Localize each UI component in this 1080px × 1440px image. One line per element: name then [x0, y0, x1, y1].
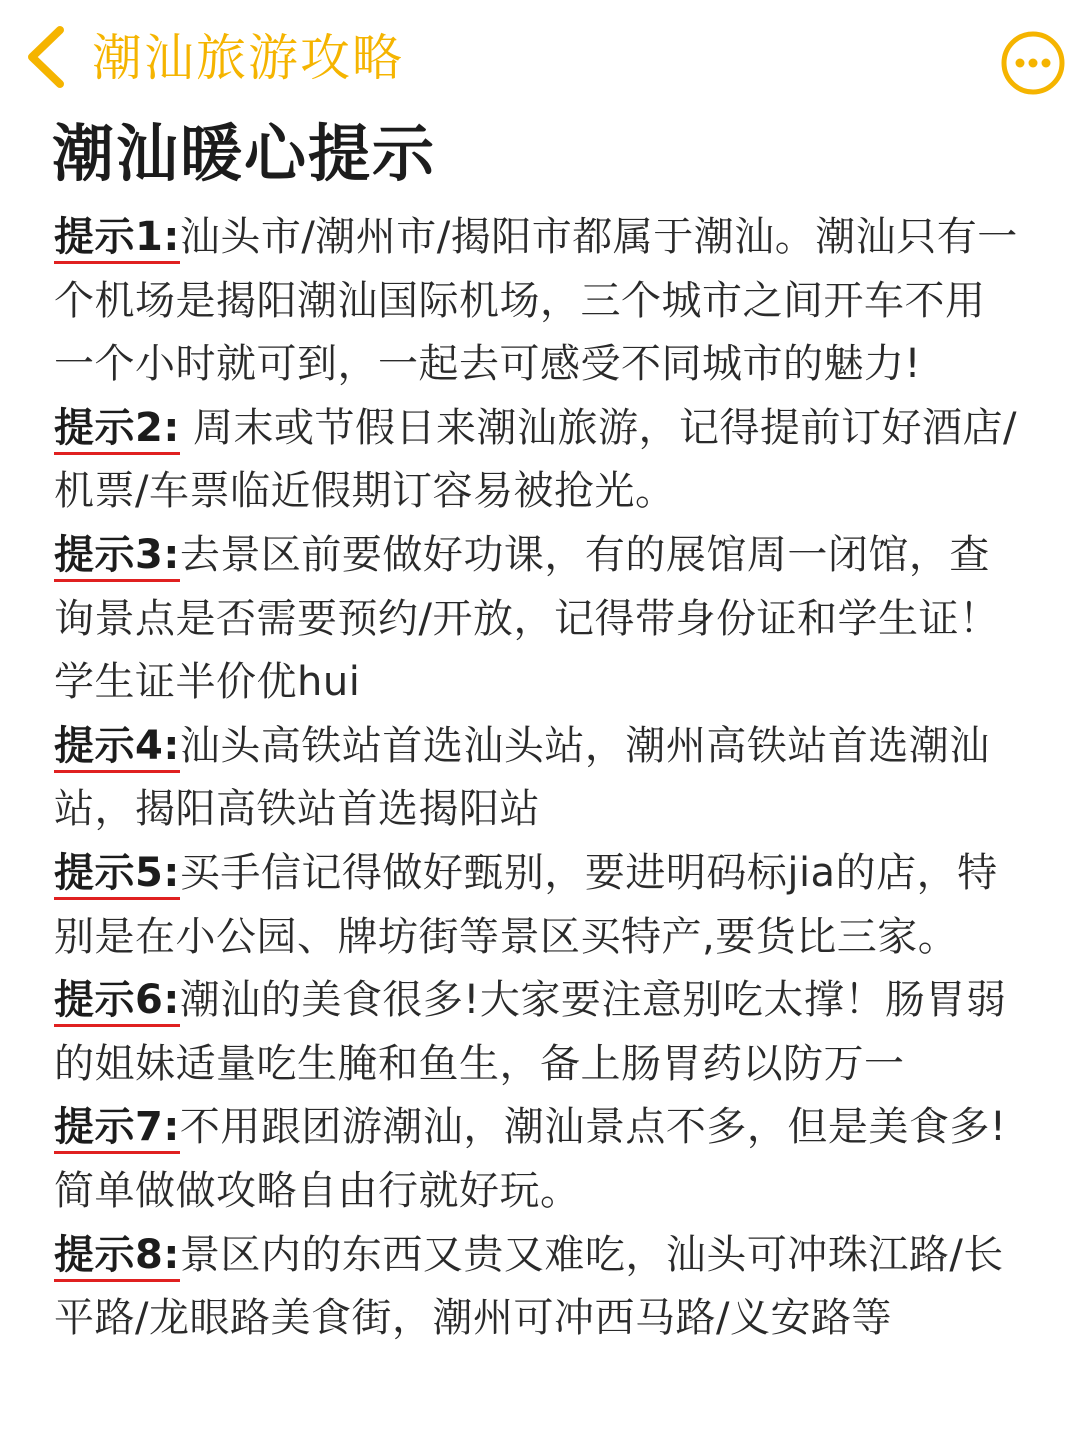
- nav-title: 潮汕旅游攻略: [92, 29, 404, 87]
- tip-item: [54, 842, 1024, 969]
- tip-item: [54, 1096, 1024, 1223]
- tip-text: 汕头高铁站首选汕头站，潮州高铁站首选潮汕站，揭阳高铁站首选揭阳站: [54, 722, 990, 833]
- top-nav-bar: [0, 0, 1080, 118]
- tip-label: 提示1:: [54, 214, 180, 264]
- tip-item: [54, 715, 1024, 842]
- chevron-left-icon: [18, 22, 76, 92]
- tip-label: 提示7:: [54, 1104, 180, 1154]
- tip-label: 提示6:: [54, 977, 180, 1027]
- tip-item: [54, 206, 1024, 397]
- page-title: 潮汕暖心提示: [52, 117, 437, 190]
- tip-text: 潮汕的美食很多!大家要注意别吃太撑！肠胃弱的姐妹适量吃生腌和鱼生，备上肠胃药以防万一: [54, 977, 1007, 1087]
- tip-text: 周末或节假日来潮汕旅游，记得提前订好酒店/机票/车票临近假期订容易被抢光。: [54, 404, 1018, 515]
- tip-item: [54, 1224, 1024, 1351]
- tips-list: [54, 206, 1024, 1351]
- tip-label: 提示8:: [54, 1232, 180, 1282]
- tip-label: 提示5:: [54, 850, 180, 900]
- more-horizontal-circle-icon: [1000, 30, 1066, 96]
- tip-item: [54, 524, 1024, 715]
- tip-item: [54, 969, 1024, 1096]
- tip-text: 景区内的东西又贵又难吃，汕头可冲珠江路/长平路/龙眼路美食街，潮州可冲西马路/义安路等: [54, 1231, 1004, 1342]
- tip-label: 提示4:: [54, 723, 180, 773]
- tip-text: 不用跟团游潮汕，潮汕景点不多，但是美食多!简单做做攻略自由行就好玩。: [54, 1104, 1007, 1214]
- tip-text: 去景区前要做好功课，有的展馆周一闭馆，查询景点是否需要预约/开放，记得带身份证和学生证！学生证半价优hui: [54, 531, 1000, 706]
- tip-label: 提示3:: [54, 532, 180, 582]
- more-button[interactable]: [1000, 30, 1066, 96]
- tip-text: 汕头市/潮州市/揭阳市都属于潮汕。潮汕只有一个机场是揭阳潮汕国际机场，三个城市之间开车不用一个小时就可到，一起去可感受不同城市的魅力!: [54, 214, 1018, 388]
- tip-text: 买手信记得做好甄别，要进明码标jia的店，特别是在小公园、牌坊街等景区买特产,要货比三家。: [54, 849, 998, 960]
- back-button[interactable]: [18, 22, 76, 92]
- tip-item: [54, 397, 1024, 524]
- tip-label: 提示2:: [54, 405, 180, 455]
